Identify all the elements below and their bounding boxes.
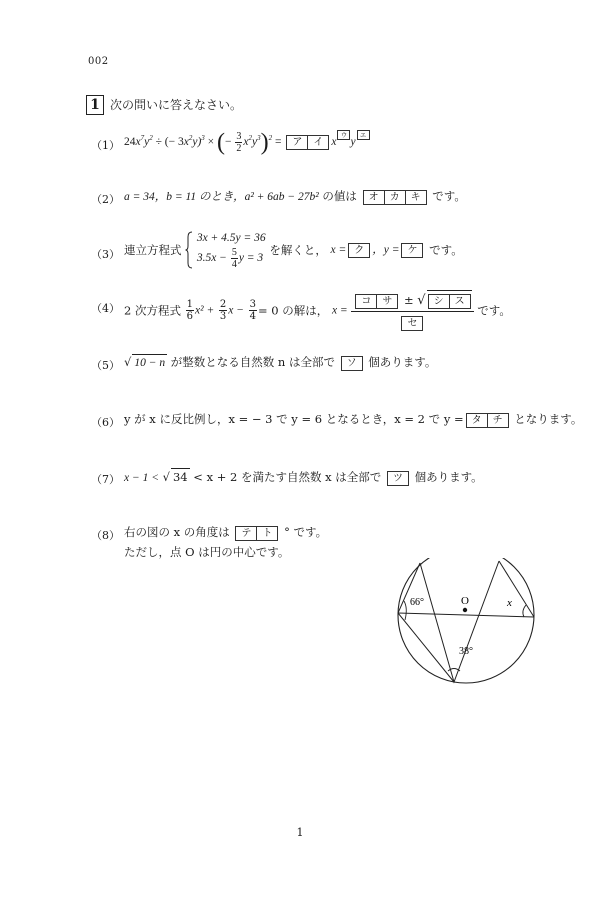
question-2-number: （2） (91, 193, 120, 206)
answer-box-u: ウ (337, 130, 350, 140)
center-label: O (461, 595, 469, 607)
center-point (463, 608, 467, 612)
answer-box-ko-sa: コ サ (355, 294, 398, 309)
answer-box-se: セ (401, 316, 423, 331)
fraction-3-4: $\frac{3}{4}$ (249, 298, 257, 322)
section-title: 次の問いに答えなさい。 (110, 98, 243, 112)
answer-box-a-i: ア イ (286, 135, 329, 150)
question-3-number: （3） (91, 248, 120, 261)
answer-box-te-to: テ ト (235, 526, 278, 541)
question-1-number: （1） (91, 139, 120, 152)
question-1-expression: $24x^7y^2$ ÷ (− $3x^2y)^3$ × (− $\frac{3}{2}$ $x^2y^3)^2$ = ア イ x ウ y エ (124, 130, 370, 154)
question-8-note: ただし，点 O は円の中心です。 (124, 545, 290, 559)
fraction-2-3: $\frac{2}{3}$ (219, 298, 227, 322)
question-8-text: 右の図の x の角度は テ ト ° です。 (124, 525, 328, 539)
question-8-number: （8） (91, 529, 120, 542)
chord-left (398, 563, 454, 682)
fraction-3-2: $\frac{3}{2}$ (236, 130, 242, 154)
question-4-text: 2 次方程式 $\frac{1}{6}$ x² + $\frac{2}{3}$ x − $\frac{3}{4}$ = 0 の解は， x = コ サ ± √ シ ス セ です。 (124, 290, 511, 331)
question-5-text: √ 10 − n が整数となる自然数 n は全部で ソ 個あります。 (124, 355, 437, 369)
question-3-text: 連立方程式 3x + 4.5y = 36 3.5x − $\frac{5}{4}$ y = 3 を解くと， x = ク ，y = ケ です。 (124, 232, 463, 270)
diameter-line (398, 613, 534, 617)
answer-box-ku: ク (348, 243, 370, 258)
fraction-1-6: $\frac{1}{6}$ (186, 298, 194, 322)
answer-box-shi-su: シ ス (428, 294, 471, 309)
page-number: 1 (296, 826, 304, 839)
answer-box-o-ka-ki: オ カ キ (363, 190, 427, 205)
answer-box-e: エ (357, 130, 370, 140)
angle-label-right: x (507, 597, 512, 609)
circle (398, 558, 534, 683)
answer-box-ke: ケ (401, 243, 423, 258)
question-2-text: a = 34，b = 11 のとき，a² + 6ab − 27b² の値は オ カ キ です。 (124, 189, 466, 203)
circle-figure (396, 558, 544, 688)
question-7-number: （7） (91, 473, 120, 486)
fraction-5-4: $\frac{5}{4}$ (231, 247, 237, 270)
brace-icon (185, 231, 193, 269)
angle-arc-left (404, 601, 406, 620)
question-4-number: （4） (91, 302, 120, 315)
question-6-text: y が x に反比例し，x = − 3 で y = 6 となるとき，x = 2 で y = タ チ となります。 (124, 412, 583, 426)
question-5-number: （5） (91, 359, 120, 372)
answer-box-so: ソ (341, 356, 363, 371)
angle-arc-right (523, 605, 526, 617)
page-code: 002 (88, 56, 109, 67)
question-7-text: x − 1 < √ 34 < x + 2 を満たす自然数 x は全部で ツ 個あります。 (124, 470, 483, 484)
equation-system: 3x + 4.5y = 36 3.5x − $\frac{5}{4}$ y = 3 (196, 232, 266, 270)
angle-label-left: 66° (410, 597, 424, 608)
answer-box-ta-chi: タ チ (466, 413, 509, 428)
chord-bottom (420, 561, 499, 682)
solution-fraction: コ サ ± √ シ ス セ (351, 290, 473, 331)
question-6-number: （6） (91, 416, 120, 429)
angle-label-bottom: 38° (459, 646, 473, 657)
section-number: 1 (86, 95, 104, 115)
answer-box-tsu: ツ (387, 471, 409, 486)
